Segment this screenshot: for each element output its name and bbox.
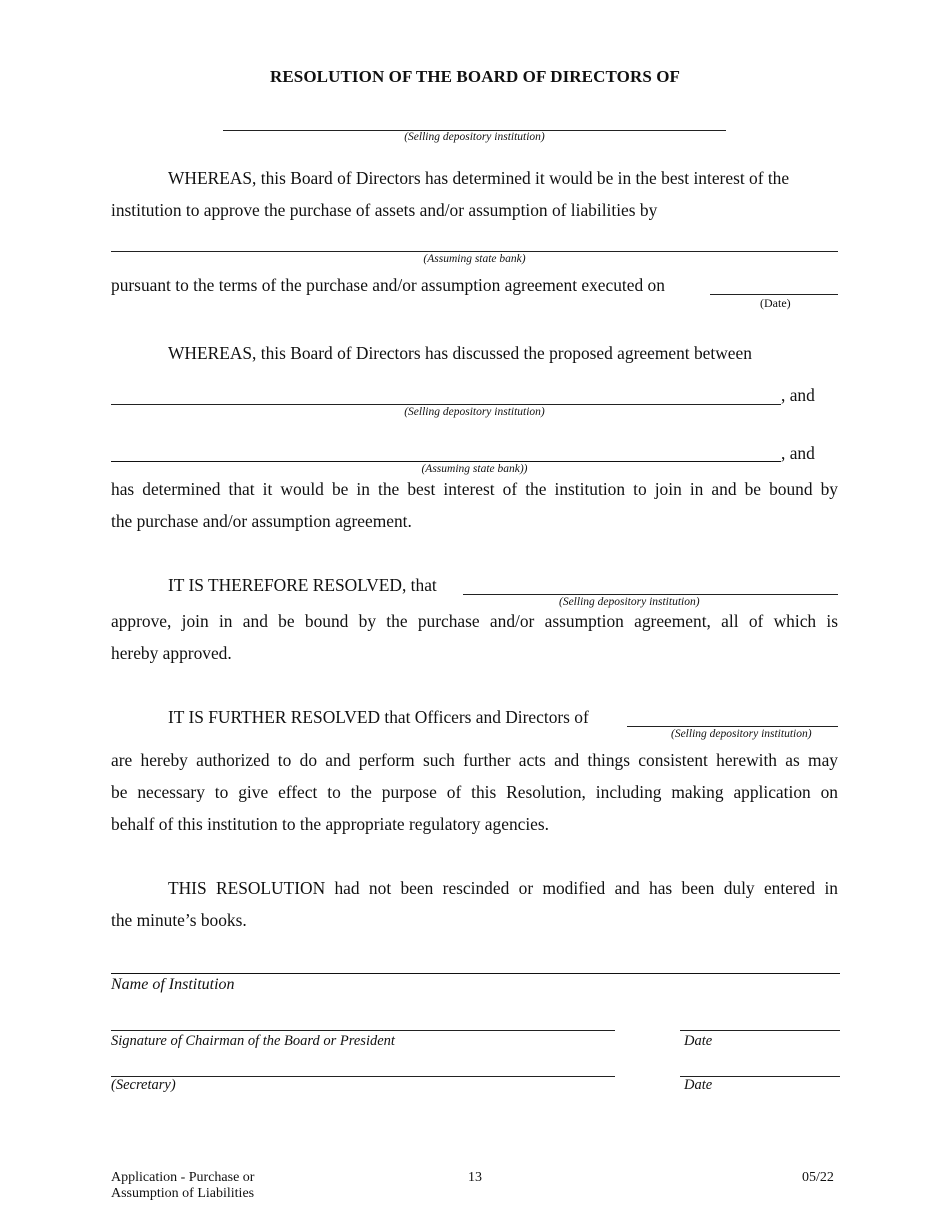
para2-line2: has determined that it would be in the best interest of the institution to join in and be bound by — [111, 479, 838, 499]
document-title: RESOLUTION OF THE BOARD OF DIRECTORS OF — [269, 67, 681, 86]
secretary-signature-line[interactable] — [111, 1076, 615, 1077]
para3-line3: hereby approved. — [111, 643, 232, 663]
para1-line2: institution to approve the purchase of assets and/or assumption of liabilities by — [111, 200, 658, 220]
assuming-bank-caption-2: (Assuming state bank)) — [421, 463, 528, 475]
institution-name-line[interactable] — [111, 973, 840, 974]
pursuant-line: pursuant to the terms of the purchase and/or assumption agreement executed on — [111, 275, 665, 295]
selling-institution-caption: (Selling depository institution) — [404, 131, 545, 143]
para4-line3: be necessary to give effect to the purpose of this Resolution, including making application on — [111, 782, 838, 802]
para4-line1: IT IS FURTHER RESOLVED that Officers and Directors of — [168, 707, 589, 727]
assuming-bank-line-2[interactable] — [111, 461, 781, 462]
chairman-date-label: Date — [684, 1033, 713, 1049]
selling-institution-caption-3: (Selling depository institution) — [559, 596, 700, 608]
date-caption: (Date) — [760, 296, 791, 310]
para4-line2: are hereby authorized to do and perform such further acts and things consistent herewith as may — [111, 750, 838, 770]
footer-form-name-line1: Application - Purchase or — [111, 1170, 255, 1185]
para5-line2: the minute’s books. — [111, 910, 247, 930]
and-text-2: , and — [781, 443, 815, 463]
and-text-1: , and — [781, 385, 815, 405]
para4-line4: behalf of this institution to the appropriate regulatory agencies. — [111, 814, 550, 834]
selling-institution-line-3[interactable] — [463, 594, 838, 595]
selling-institution-caption-2: (Selling depository institution) — [404, 406, 545, 418]
chairman-date-line[interactable] — [680, 1030, 840, 1031]
assuming-bank-caption: (Assuming state bank) — [423, 253, 526, 265]
para1-line1: WHEREAS, this Board of Directors has determined it would be in the best interest of the — [168, 168, 790, 188]
institution-name-label: Name of Institution — [111, 976, 235, 993]
assuming-bank-line[interactable] — [111, 251, 838, 252]
date-line[interactable] — [710, 294, 838, 295]
chairman-signature-label: Signature of Chairman of the Board or President — [111, 1033, 395, 1049]
selling-institution-line-4[interactable] — [627, 726, 838, 727]
para5-line1: THIS RESOLUTION had not been rescinded or modified and has been duly entered in — [168, 878, 838, 898]
secretary-date-label: Date — [684, 1077, 713, 1093]
selling-institution-caption-4: (Selling depository institution) — [671, 728, 812, 740]
para3-line2: approve, join in and be bound by the purchase and/or assumption agreement, all of which is — [111, 611, 838, 631]
para3-line1: IT IS THEREFORE RESOLVED, that — [168, 575, 437, 595]
chairman-signature-line[interactable] — [111, 1030, 615, 1031]
para2-line1: WHEREAS, this Board of Directors has discussed the proposed agreement between — [168, 343, 752, 363]
footer-revision: 05/22 — [802, 1170, 834, 1185]
secretary-signature-label: (Secretary) — [111, 1077, 176, 1093]
footer-page-number: 13 — [468, 1170, 482, 1185]
footer-form-name-line2: Assumption of Liabilities — [111, 1186, 255, 1201]
para2-line3: the purchase and/or assumption agreement. — [111, 511, 412, 531]
selling-institution-line-2[interactable] — [111, 404, 781, 405]
